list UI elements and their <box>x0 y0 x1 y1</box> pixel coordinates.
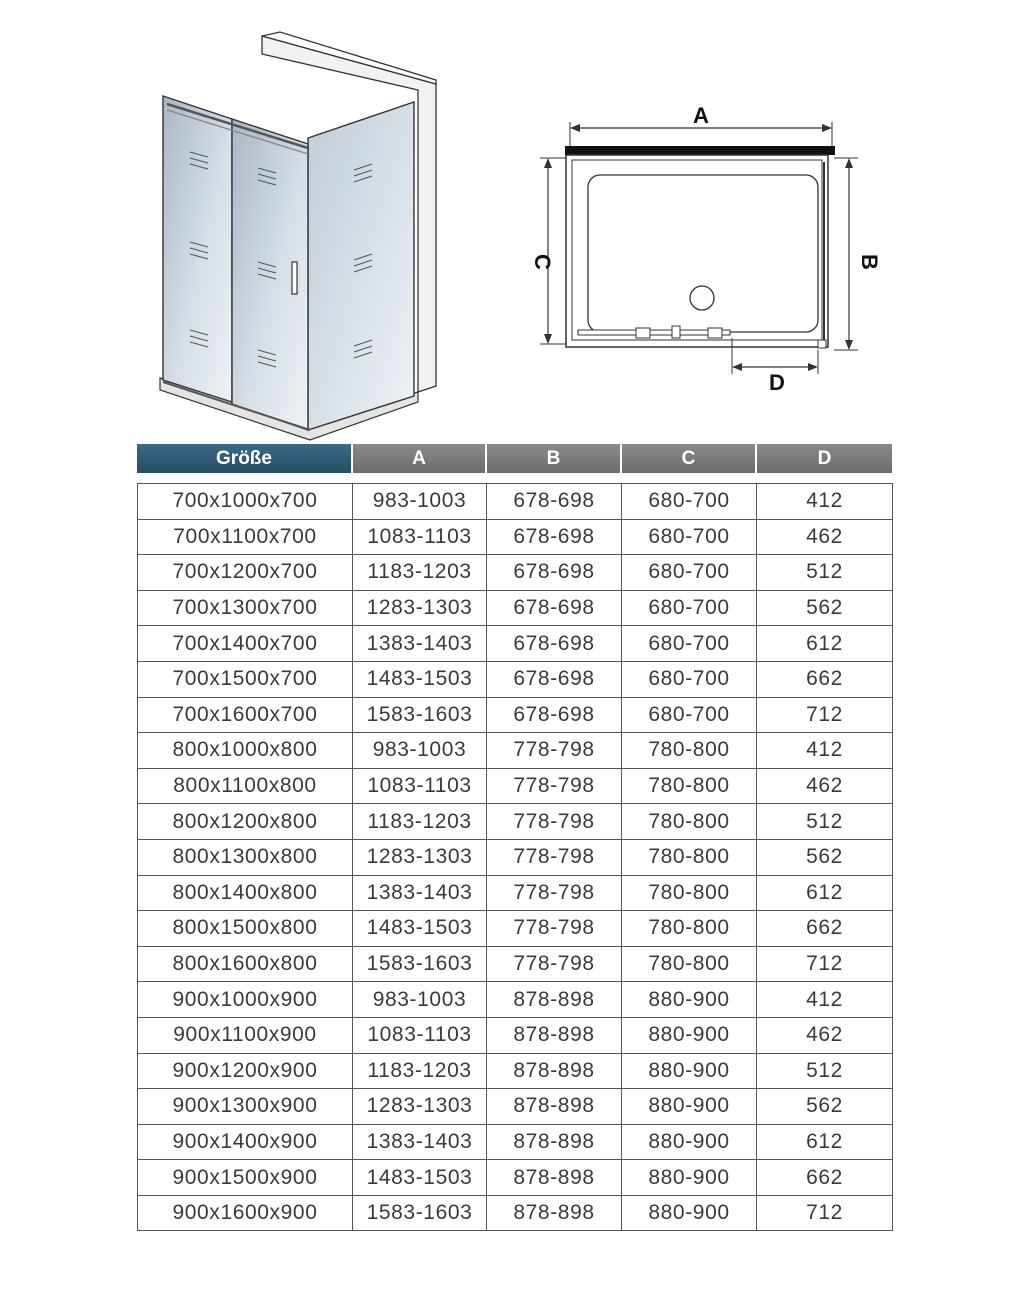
cell-size: 700x1100x700 <box>138 519 353 555</box>
cell-a: 1183-1203 <box>353 804 487 840</box>
table-row <box>138 484 893 520</box>
cell-b: 878-898 <box>487 982 622 1018</box>
cell-a: 1183-1203 <box>353 555 487 591</box>
cell-a: 1083-1103 <box>353 519 487 555</box>
header-d: D <box>757 444 892 473</box>
table-row <box>138 946 893 982</box>
cell-d: 712 <box>757 946 893 982</box>
cell-d: 462 <box>757 768 893 804</box>
cell-b: 878-898 <box>487 1089 622 1125</box>
cell-a: 1483-1503 <box>353 661 487 697</box>
cell-size: 900x1000x900 <box>138 982 353 1018</box>
cell-c: 780-800 <box>622 875 757 911</box>
cell-d: 612 <box>757 626 893 662</box>
cell-c: 880-900 <box>622 1017 757 1053</box>
cell-size: 900x1600x900 <box>138 1195 353 1231</box>
cell-size: 800x1200x800 <box>138 804 353 840</box>
cell-size: 800x1100x800 <box>138 768 353 804</box>
table-row <box>138 555 893 591</box>
cell-a: 1583-1603 <box>353 697 487 733</box>
wall-line <box>565 146 835 155</box>
cell-a: 1283-1303 <box>353 839 487 875</box>
cell-d: 612 <box>757 875 893 911</box>
cell-size: 900x1200x900 <box>138 1053 353 1089</box>
cell-c: 780-800 <box>622 733 757 769</box>
cell-d: 712 <box>757 697 893 733</box>
cell-d: 562 <box>757 1089 893 1125</box>
cell-a: 1083-1103 <box>353 1017 487 1053</box>
cell-a: 1483-1503 <box>353 1160 487 1196</box>
header-a: A <box>353 444 485 473</box>
cell-size: 900x1500x900 <box>138 1160 353 1196</box>
table-row <box>138 768 893 804</box>
cell-size: 700x1600x700 <box>138 697 353 733</box>
cell-b: 678-698 <box>487 519 622 555</box>
cell-b: 678-698 <box>487 626 622 662</box>
cell-b: 778-798 <box>487 733 622 769</box>
dimension-label-a: A <box>693 103 709 128</box>
cell-a: 1383-1403 <box>353 1124 487 1160</box>
cell-b: 878-898 <box>487 1017 622 1053</box>
cell-d: 462 <box>757 1017 893 1053</box>
cell-b: 878-898 <box>487 1195 622 1231</box>
table-row <box>138 519 893 555</box>
table-row <box>138 875 893 911</box>
cell-b: 678-698 <box>487 484 622 520</box>
cell-c: 680-700 <box>622 661 757 697</box>
table-row <box>138 1017 893 1053</box>
table-row <box>138 839 893 875</box>
cell-b: 678-698 <box>487 590 622 626</box>
table-row <box>138 1089 893 1125</box>
dimension-label-b: B <box>857 254 882 270</box>
cell-size: 700x1200x700 <box>138 555 353 591</box>
cell-d: 412 <box>757 733 893 769</box>
dimension-label-c: C <box>530 254 555 270</box>
cell-size: 800x1500x800 <box>138 911 353 947</box>
table-row <box>138 697 893 733</box>
cell-d: 512 <box>757 804 893 840</box>
cell-size: 700x1000x700 <box>138 484 353 520</box>
cell-d: 562 <box>757 590 893 626</box>
cell-c: 680-700 <box>622 555 757 591</box>
cell-d: 462 <box>757 519 893 555</box>
cell-c: 780-800 <box>622 839 757 875</box>
table-row <box>138 1195 893 1231</box>
cell-size: 800x1000x800 <box>138 733 353 769</box>
cell-size: 800x1300x800 <box>138 839 353 875</box>
cell-c: 680-700 <box>622 519 757 555</box>
cell-d: 662 <box>757 911 893 947</box>
cell-size: 700x1400x700 <box>138 626 353 662</box>
cell-d: 512 <box>757 555 893 591</box>
cell-b: 678-698 <box>487 661 622 697</box>
shower-enclosure-illustration <box>150 28 450 448</box>
cell-d: 662 <box>757 661 893 697</box>
cell-size: 800x1600x800 <box>138 946 353 982</box>
cell-b: 678-698 <box>487 555 622 591</box>
table-row <box>138 1160 893 1196</box>
table-row <box>138 661 893 697</box>
cell-d: 412 <box>757 982 893 1018</box>
cell-a: 1483-1503 <box>353 911 487 947</box>
cell-b: 778-798 <box>487 839 622 875</box>
cell-c: 680-700 <box>622 626 757 662</box>
cell-c: 780-800 <box>622 804 757 840</box>
cell-a: 1183-1203 <box>353 1053 487 1089</box>
cell-size: 900x1300x900 <box>138 1089 353 1125</box>
cell-b: 778-798 <box>487 768 622 804</box>
cell-c: 680-700 <box>622 697 757 733</box>
table-row <box>138 626 893 662</box>
dimensions-table-body <box>138 484 893 1231</box>
cell-a: 1383-1403 <box>353 626 487 662</box>
cell-b: 878-898 <box>487 1124 622 1160</box>
cell-a: 1283-1303 <box>353 590 487 626</box>
cell-a: 1283-1303 <box>353 1089 487 1125</box>
dimensions-table <box>137 483 893 1231</box>
cell-b: 778-798 <box>487 946 622 982</box>
cell-a: 983-1003 <box>353 733 487 769</box>
dimension-label-d: D <box>769 370 785 395</box>
cell-a: 983-1003 <box>353 484 487 520</box>
cell-d: 562 <box>757 839 893 875</box>
cell-d: 412 <box>757 484 893 520</box>
cell-a: 1583-1603 <box>353 1195 487 1231</box>
cell-c: 680-700 <box>622 590 757 626</box>
cell-b: 678-698 <box>487 697 622 733</box>
cell-c: 880-900 <box>622 1089 757 1125</box>
cell-size: 800x1400x800 <box>138 875 353 911</box>
cell-c: 880-900 <box>622 1124 757 1160</box>
cell-b: 778-798 <box>487 875 622 911</box>
table-row <box>138 1124 893 1160</box>
cell-a: 1383-1403 <box>353 875 487 911</box>
table-row <box>138 804 893 840</box>
cell-d: 512 <box>757 1053 893 1089</box>
cell-c: 880-900 <box>622 1195 757 1231</box>
cell-d: 612 <box>757 1124 893 1160</box>
plan-view-diagram <box>515 98 895 398</box>
cell-d: 712 <box>757 1195 893 1231</box>
header-c: C <box>622 444 755 473</box>
cell-a: 1083-1103 <box>353 768 487 804</box>
cell-c: 780-800 <box>622 946 757 982</box>
header-size: Größe <box>137 444 351 473</box>
cell-b: 778-798 <box>487 911 622 947</box>
table-row <box>138 982 893 1018</box>
cell-b: 878-898 <box>487 1160 622 1196</box>
table-row <box>138 911 893 947</box>
cell-size: 900x1100x900 <box>138 1017 353 1053</box>
table-row <box>138 1053 893 1089</box>
cell-c: 880-900 <box>622 1053 757 1089</box>
cell-size: 700x1500x700 <box>138 661 353 697</box>
cell-c: 880-900 <box>622 1160 757 1196</box>
cell-a: 1583-1603 <box>353 946 487 982</box>
table-row <box>138 733 893 769</box>
header-b: B <box>487 444 620 473</box>
cell-a: 983-1003 <box>353 982 487 1018</box>
cell-c: 780-800 <box>622 911 757 947</box>
cell-c: 880-900 <box>622 982 757 1018</box>
cell-c: 680-700 <box>622 484 757 520</box>
cell-c: 780-800 <box>622 768 757 804</box>
cell-size: 900x1400x900 <box>138 1124 353 1160</box>
cell-b: 778-798 <box>487 804 622 840</box>
table-row <box>138 590 893 626</box>
cell-size: 700x1300x700 <box>138 590 353 626</box>
cell-b: 878-898 <box>487 1053 622 1089</box>
cell-d: 662 <box>757 1160 893 1196</box>
